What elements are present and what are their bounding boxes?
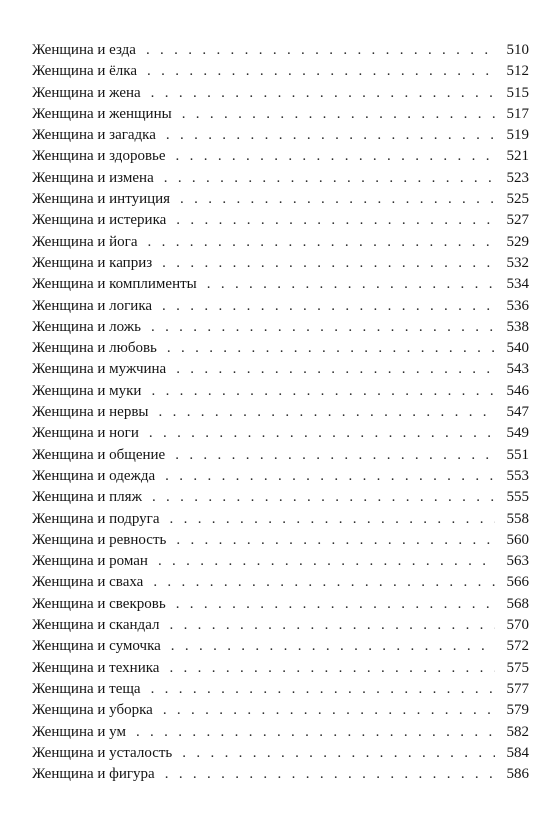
toc-entry-page-number: 510 xyxy=(506,42,529,58)
toc-entry-page-number: 563 xyxy=(506,553,529,570)
toc-dot-leader xyxy=(164,168,495,189)
toc-entry[interactable] xyxy=(32,764,529,785)
toc-entry[interactable] xyxy=(32,210,529,231)
toc-entry[interactable] xyxy=(32,487,529,508)
toc-entry-title: Женщина и муки xyxy=(32,382,142,399)
toc-entry[interactable] xyxy=(32,636,529,657)
toc-entry[interactable] xyxy=(32,615,529,636)
toc-dot-leader xyxy=(167,338,495,359)
toc-entry-page-number: 551 xyxy=(506,446,529,463)
toc-entry[interactable] xyxy=(32,423,529,444)
toc-entry-title: Женщина и пляж xyxy=(32,489,142,506)
toc-entry[interactable] xyxy=(32,551,529,572)
toc-entry[interactable] xyxy=(32,572,529,593)
toc-entry-page-number: 527 xyxy=(506,212,529,229)
toc-entry-page-number: 512 xyxy=(506,63,529,80)
toc-dot-leader xyxy=(151,381,495,402)
toc-entry-title: Женщина и йога xyxy=(32,233,138,250)
toc-entry-page-number: 525 xyxy=(506,191,529,208)
toc-entry-page-number: 560 xyxy=(506,531,529,548)
toc-entry[interactable] xyxy=(32,466,529,487)
toc-entry[interactable] xyxy=(32,274,529,295)
toc-entry-page-number: 523 xyxy=(506,169,529,186)
toc-entry-page-number: 575 xyxy=(506,659,529,676)
toc-entry-page-number: 521 xyxy=(506,148,529,165)
toc-entry-page-number: 540 xyxy=(506,340,529,357)
toc-dot-leader xyxy=(176,210,495,231)
toc-dot-leader xyxy=(170,509,496,530)
toc-entry-title: Женщина и ноги xyxy=(32,425,139,442)
toc-dot-leader xyxy=(176,530,495,551)
toc-entry[interactable] xyxy=(32,530,529,551)
toc-dot-leader xyxy=(153,572,495,593)
toc-entry[interactable] xyxy=(32,168,529,189)
toc-entry-title: Женщина и каприз xyxy=(32,254,153,271)
toc-entry-page-number: 549 xyxy=(506,425,529,442)
toc-dot-leader xyxy=(165,466,495,487)
toc-entry[interactable] xyxy=(32,104,529,125)
toc-dot-leader xyxy=(159,402,496,423)
toc-entry-page-number: 534 xyxy=(506,276,529,293)
toc-dot-leader xyxy=(175,445,495,466)
toc-entry-title: Женщина и сваха xyxy=(32,574,144,591)
toc-entry-page-number: 586 xyxy=(506,766,529,783)
toc-entry[interactable] xyxy=(32,509,529,530)
toc-dot-leader xyxy=(149,423,495,444)
toc-entry[interactable] xyxy=(32,146,529,167)
toc-entry-title: Женщина и здоровье xyxy=(32,148,166,165)
toc-entry-title: Женщина и техника xyxy=(32,659,160,676)
toc-dot-leader xyxy=(151,83,495,104)
toc-entry-title: Женщина и усталость xyxy=(32,744,173,761)
toc-entry-page-number: 529 xyxy=(506,233,529,250)
toc-entry-title: Женщина и интуиция xyxy=(32,191,171,208)
toc-dot-leader xyxy=(162,296,495,317)
toc-entry-title: Женщина и измена xyxy=(32,169,154,186)
toc-entry-page-number: 543 xyxy=(506,361,529,378)
toc-entry-title: Женщина и сумочка xyxy=(32,638,161,655)
toc-entry[interactable] xyxy=(32,381,529,402)
toc-entry-page-number: 566 xyxy=(506,574,529,591)
toc-entry-title: Женщина и теща xyxy=(32,680,141,697)
toc-entry-title: Женщина и роман xyxy=(32,553,148,570)
toc-entry[interactable] xyxy=(32,40,529,61)
toc-dot-leader xyxy=(176,146,495,167)
toc-entry[interactable] xyxy=(32,722,529,743)
toc-entry-page-number: 558 xyxy=(506,510,529,527)
toc-entry-page-number: 553 xyxy=(506,467,529,484)
toc-entry[interactable] xyxy=(32,338,529,359)
toc-entry-page-number: 546 xyxy=(506,382,529,399)
toc-entry-title: Женщина и жена xyxy=(32,84,141,101)
toc-entry-page-number: 517 xyxy=(506,105,529,122)
toc-entry-page-number: 538 xyxy=(506,318,529,335)
toc-entry-title: Женщина и любовь xyxy=(32,340,157,357)
toc-entry-page-number: 515 xyxy=(506,84,529,101)
toc-dot-leader xyxy=(180,189,495,210)
toc-entry-title: Женщина и фигура xyxy=(32,766,155,783)
toc-entry-title: Женщина и ложь xyxy=(32,318,141,335)
toc-entry-page-number: 584 xyxy=(506,744,529,761)
toc-entry-page-number: 568 xyxy=(506,595,529,612)
toc-dot-leader xyxy=(147,61,495,82)
toc-entry[interactable] xyxy=(32,232,529,253)
toc-entry-title: Женщина и логика xyxy=(32,297,153,314)
toc-dot-leader xyxy=(182,743,495,764)
toc-entry-title: Женщина и езда xyxy=(32,42,136,58)
toc-dot-leader xyxy=(136,722,495,743)
toc-entry[interactable] xyxy=(32,402,529,423)
toc-dot-leader xyxy=(151,679,495,700)
toc-dot-leader xyxy=(163,700,495,721)
toc-entry-page-number: 536 xyxy=(506,297,529,314)
toc-entry-title: Женщина и ёлка xyxy=(32,63,138,80)
toc-entry-title: Женщина и уборка xyxy=(32,702,153,719)
toc-entry-title: Женщина и ревность xyxy=(32,531,167,548)
toc-entry-page-number: 572 xyxy=(506,638,529,655)
toc-dot-leader xyxy=(169,658,495,679)
toc-entry[interactable] xyxy=(32,189,529,210)
table-of-contents xyxy=(32,40,529,785)
toc-dot-leader xyxy=(169,615,495,636)
toc-entry-page-number: 579 xyxy=(506,702,529,719)
toc-entry[interactable] xyxy=(32,658,529,679)
toc-entry[interactable] xyxy=(32,253,529,274)
toc-dot-leader xyxy=(152,487,495,508)
toc-entry[interactable] xyxy=(32,445,529,466)
toc-dot-leader xyxy=(165,764,495,785)
toc-entry-page-number: 577 xyxy=(506,680,529,697)
toc-entry-title: Женщина и мужчина xyxy=(32,361,167,378)
toc-entry-title: Женщина и подруга xyxy=(32,510,160,527)
toc-dot-leader xyxy=(158,551,495,572)
toc-dot-leader xyxy=(176,359,495,380)
toc-entry[interactable] xyxy=(32,296,529,317)
toc-entry-page-number: 547 xyxy=(506,404,529,421)
toc-entry[interactable] xyxy=(32,317,529,338)
toc-dot-leader xyxy=(182,104,495,125)
toc-entry-title: Женщина и свекровь xyxy=(32,595,166,612)
toc-entry-title: Женщина и комплименты xyxy=(32,276,197,293)
toc-entry-title: Женщина и скандал xyxy=(32,617,160,634)
toc-dot-leader xyxy=(162,253,495,274)
toc-dot-leader xyxy=(207,274,495,295)
toc-entry-page-number: 570 xyxy=(506,617,529,634)
toc-entry-title: Женщина и одежда xyxy=(32,467,156,484)
toc-entry[interactable] xyxy=(32,743,529,764)
toc-entry-page-number: 582 xyxy=(506,723,529,740)
toc-entry-title: Женщина и загадка xyxy=(32,127,156,144)
toc-entry-title: Женщина и женщины xyxy=(32,105,172,122)
toc-entry[interactable] xyxy=(32,359,529,380)
toc-entry[interactable] xyxy=(32,125,529,146)
toc-dot-leader xyxy=(166,125,495,146)
toc-entry-title: Женщина и общение xyxy=(32,446,166,463)
toc-entry-title: Женщина и нервы xyxy=(32,404,149,421)
toc-entry[interactable] xyxy=(32,700,529,721)
toc-entry-page-number: 555 xyxy=(506,489,529,506)
toc-entry-title: Женщина и ум xyxy=(32,723,126,740)
toc-entry[interactable] xyxy=(32,679,529,700)
toc-entry[interactable] xyxy=(32,61,529,82)
toc-dot-leader xyxy=(148,232,496,253)
toc-entry-page-number: 519 xyxy=(506,127,529,144)
toc-entry[interactable] xyxy=(32,83,529,104)
toc-dot-leader xyxy=(176,594,495,615)
toc-entry-page-number: 532 xyxy=(506,254,529,271)
toc-entry-title: Женщина и истерика xyxy=(32,212,167,229)
toc-dot-leader xyxy=(146,40,495,61)
toc-dot-leader xyxy=(151,317,495,338)
toc-entry[interactable] xyxy=(32,594,529,615)
toc-dot-leader xyxy=(171,636,495,657)
